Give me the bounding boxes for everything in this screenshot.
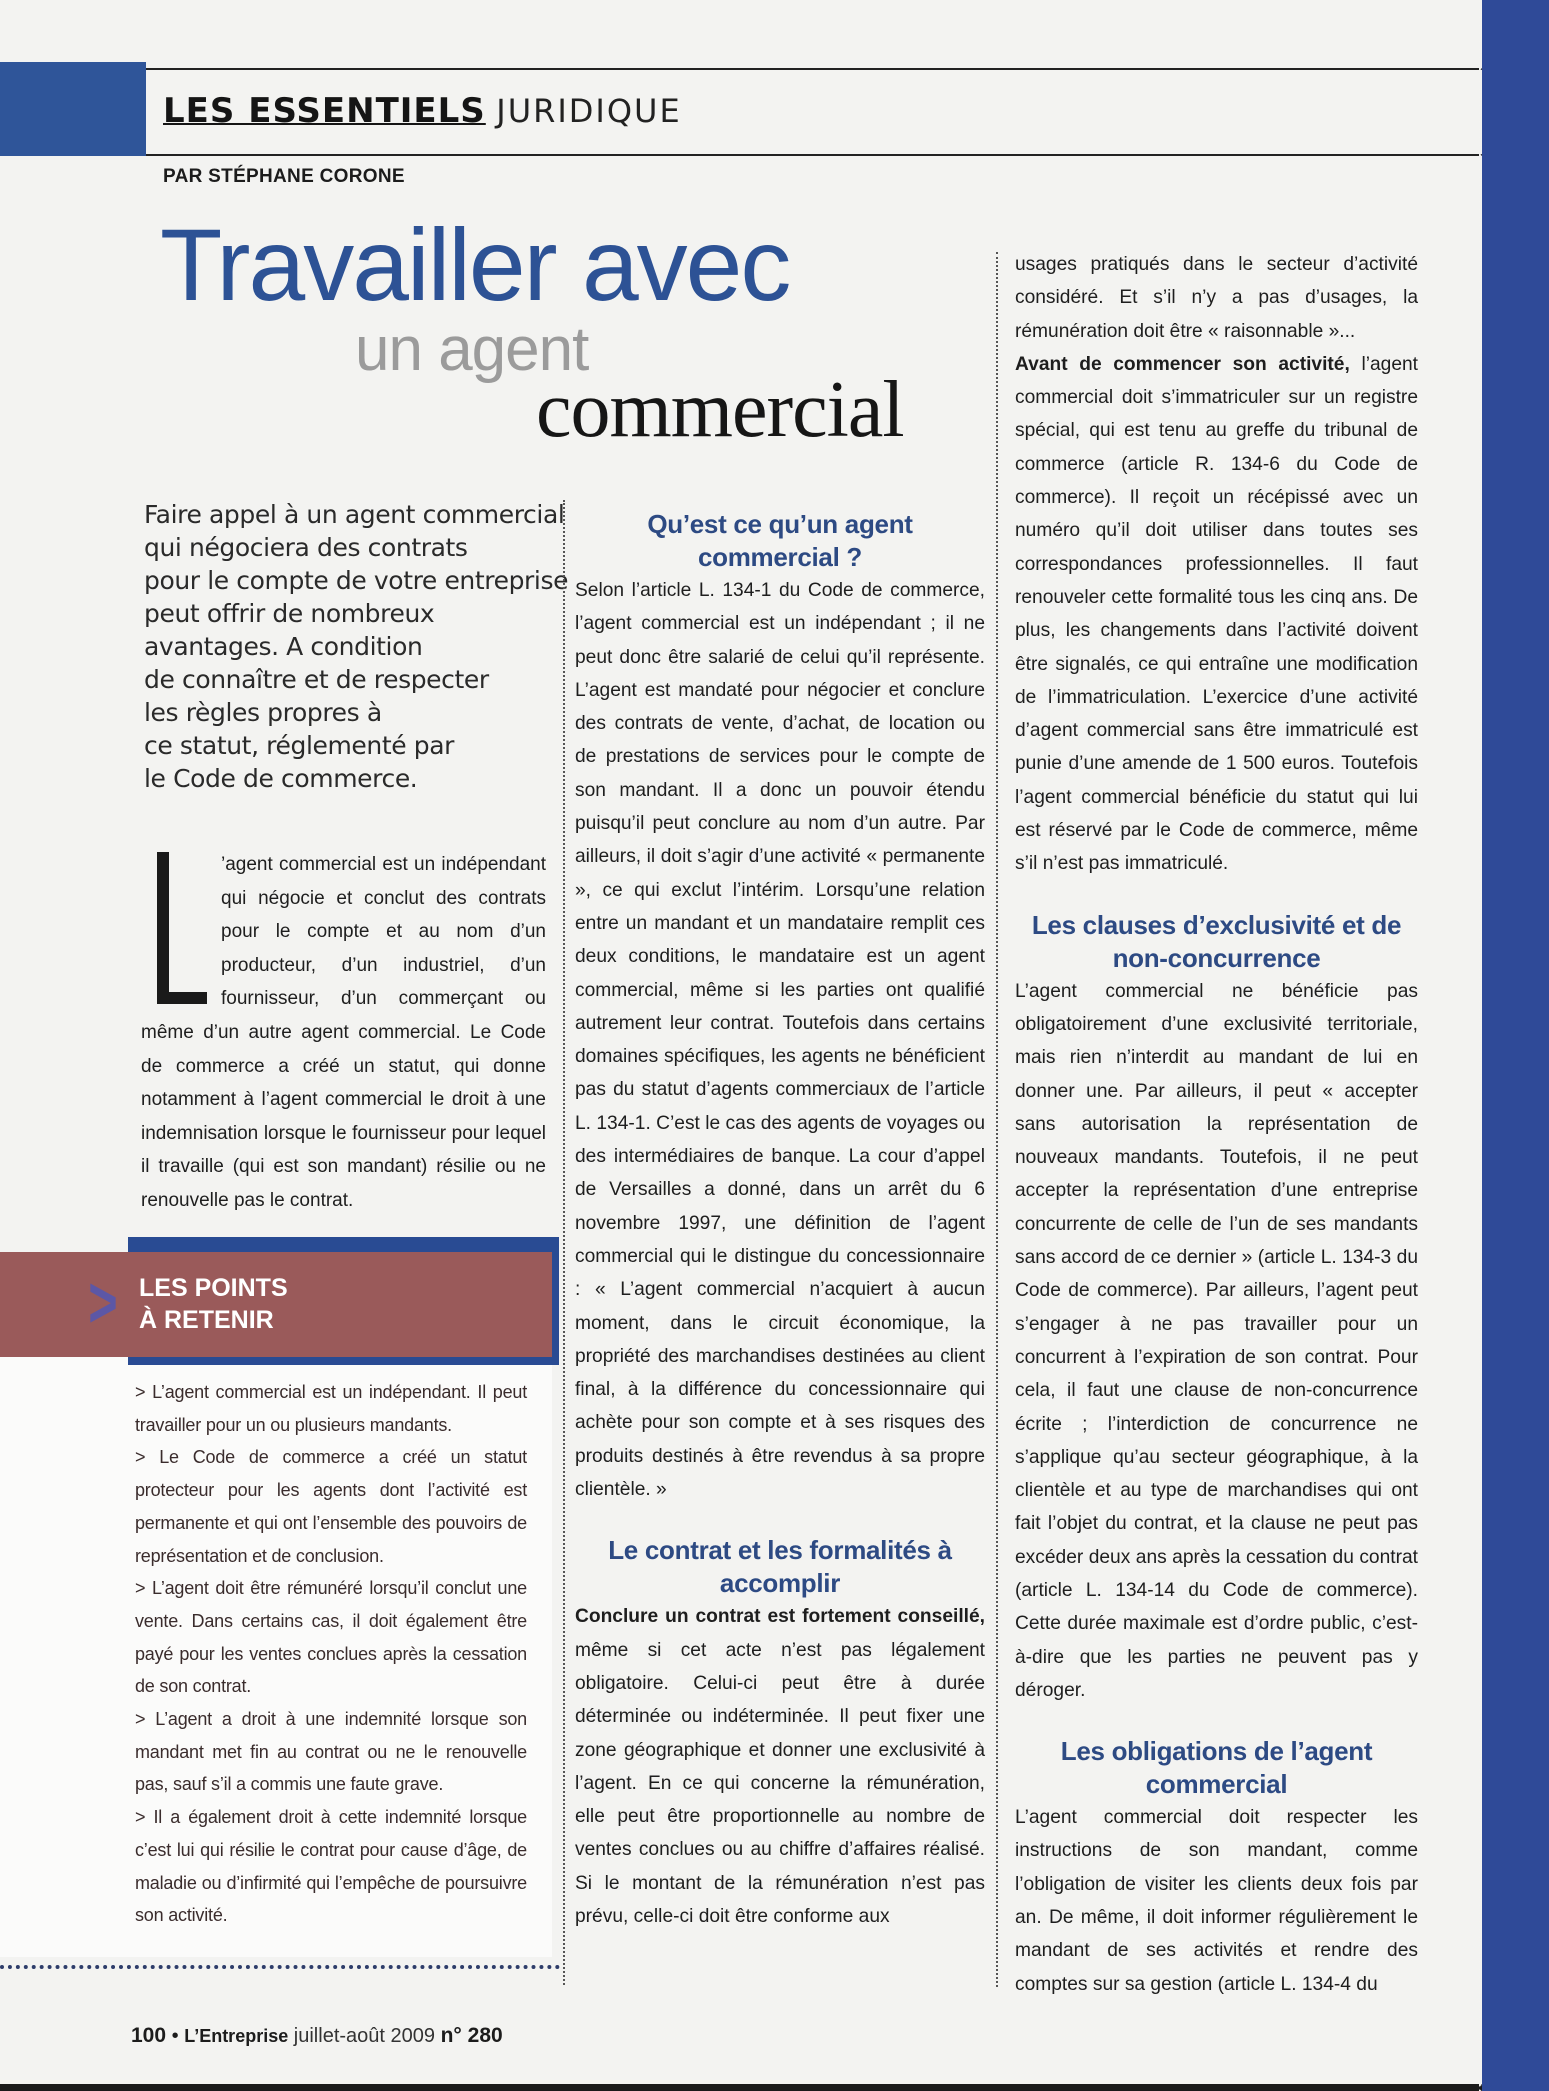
section-header [163,91,682,131]
bottom-rule [0,2084,1484,2091]
key-points-title: LES POINTS À RETENIR [139,1274,288,1334]
section-heading: Le contrat et les formalités à accomplir [608,1535,952,1599]
section-heading: Les clauses d’exclusivité et de non-concurrence [1031,909,1402,973]
key-point-item: > Le Code de commerce a créé un statut protecteur pour les agents dont l’activité est permanente et qui ont l’ensemble des pouvoirs de représentation et de conclusion. [135,1447,527,1566]
key-point-item: > L’agent a droit à une indemnité lorsque son mandant met fin au contrat ou ne le renouvelle pas, sauf s’il a commis une faute grave. [135,1709,527,1795]
section-body: Avant de commencer son activité, l’agent commercial doit s’immatriculer sur un registre spécial, qui est tenu au greffe du tribunal de commerce (article R. 134-6 du Code de commerce). Il reçoit un récépissé avec un numéro qu’il doit utiliser dans toutes ses correspondances professionnelles. Il faut renouveler cette formalité tous les cinq ans. De plus, les changements dans l’activité doivent être signalés, ce qui entraîne une modification de l’immatriculation. L’exercice d’une activité d’agent commercial sans être immatriculé est punie d’une amende de 1 500 euros. Toutefois l’agent commercial bénéficie du statut qui lui est réservé par le Code de commerce, même s’il n’est pas immatriculé. [1015,353,1418,875]
issue-number: n° 280 [440,2024,503,2047]
article-intro [144,498,569,795]
lead-text: ’agent commercial est un indépendant qui négocie et conclut des contrats pour le compte et au nom d’un producteur, d’un industriel, d’un fournisseur, d’un commerçant ou même d’un autre agent commercial. Le Code de commerce a créé un statut, qui donne notamment à l’agent commercial le droit à une indemnisation lorsque le fournisseur pour lequel il travaille (qui est son mandant) résilie ou ne renouvelle pas le contrat. [141,854,546,1211]
key-point-item: > Il a également droit à cette indemnité lorsque c’est lui qui résilie le contrat pour cause d’âge, de maladie ou d’infirmité qui l’empêche de poursuivre son activité. [135,1807,527,1926]
key-point-item: > L’agent commercial est un indépendant. Il peut travailler pour un ou plusieurs mandants. [135,1382,527,1435]
issue-date: juillet-août 2009 [293,2025,436,2047]
column-divider [996,252,998,1987]
intro-line: Faire appel à un agent commercial [144,500,565,529]
article-column-middle [575,508,985,1933]
article-column-right [1015,248,1418,2001]
author-byline: PAR STÉPHANE CORONE [163,166,405,187]
section-body: Selon l’article L. 134-1 du Code de commerce, l’agent commercial est un indépendant ; il ne peut donc être salarié de celui qu’il représente. L’agent est mandaté pour négocier et conclure des contrats de vente, d’achat, de location ou de prestations de services pour le compte de son mandant. Il a donc un pouvoir étendu puisqu’il peut conclure au nom d’un autre. Par ailleurs, il doit s’agir d’une activité « permanente », ce qui exclut l’intérim. Lorsqu’une relation entre un mandant et un mandataire remplit ces deux conditions, le mandataire est un agent commercial, même si les parties ont qualifié autrement leur contrat. Toutefois dans certains domaines spécifiques, les agents ne bénéficient pas du statut d’agents commerciaux de l’article L. 134-1. C’est le cas des agents de voyages ou des intermédiaires de banque. La cour d’appel de Versailles a donné, dans un arrêt du 6 novembre 1997, une définition de l’agent commercial qui le distingue du concessionnaire : « L’agent commercial n’acquiert à aucun moment, dans le circuit économique, la propriété des marchandises destinées au client final, à la différence du concessionnaire qui achète pour son compte et à ses risques des produits destinés à être revendus à sa propre clientèle. » [575,580,985,1501]
publication-name: L’Entreprise [184,2026,289,2046]
article-title-line1: Travailler avec [160,208,790,322]
dropcap-letter-l [157,852,207,1004]
page-number: 100 [131,2024,167,2047]
lead-paragraph [141,848,546,1218]
intro-line: de connaître et de respecter [144,665,489,694]
section-body-continued: usages pratiqués dans le secteur d’activité considéré. Et s’il n’y a pas d’usages, la rémunération doit être « raisonnable »... [1015,254,1418,342]
adjacent-page-edge [1482,0,1549,2091]
section-header-bold: LES ESSENTIELS [163,91,486,131]
section-header-light: JURIDIQUE [496,92,682,130]
article-title-line3: commercial [536,366,904,454]
section-body: Conclure un contrat est fortement conseillé, même si cet acte n’est pas légalement obligatoire. Celui-ci peut être à durée déterminée ou indéterminée. Il peut fixer une zone géographique et donner une exclusivité à l’agent. En ce qui concerne la rémunération, elle peut être proportionnelle au nombre de ventes conclues ou au chiffre d’affaires réalisé. Si le montant de la rémunération n’est pas prévu, celle-ci doit être conforme aux [575,1606,985,1927]
column-divider [563,500,565,1985]
key-point-item: > L’agent doit être rémunéré lorsqu’il conclut une vente. Dans certains cas, il doit également être payé pour les ventes conclues après la cessation de son contrat. [135,1578,527,1697]
section-heading: Qu’est ce qu’un agent commercial ? [647,509,913,572]
key-points-list [135,1376,527,1932]
intro-line: pour le compte de votre entreprise [144,566,569,595]
intro-line: peut offrir de nombreux [144,599,435,628]
header-rule-top [146,68,1482,70]
page-footer [131,2024,503,2048]
intro-line: qui négociera des contrats [144,533,468,562]
section-body: L’agent commercial ne bénéficie pas obligatoirement d’une exclusivité territoriale, mais rien n’interdit au mandant de lui en donner une. Par ailleurs, il peut « accepter sans autorisation la représentation de nouveaux mandants. Toutefois, il ne peut accepter la représentation d’une entreprise concurrente de celle de l’un de ses mandants sans accord de ce dernier » (article L. 134-3 du Code de commerce). Par ailleurs, l’agent peut s’engager à ne pas travailler pour un concurrent à l’expiration de son contrat. Pour cela, il faut une clause de non-concurrence écrite ; l’interdiction de concurrence ne s’applique qu’au secteur géographique, à la clientèle et au type de marchandises qui ont fait l’objet du contrat, et la clause ne peut pas excéder deux ans après la cessation du contrat (article L. 134-14 du Code de commerce). Cette durée maximale est d’ordre public, c’est-à-dire que les parties ne peuvent pas y déroger. [1015,980,1418,1701]
intro-line: ce statut, réglementé par [144,731,455,760]
section-body: L’agent commercial doit respecter les instructions de son mandant, comme l’obligation de visiter les clients deux fois par an. De même, il doit informer régulièrement le mandant de ses activités et rendre des comptes sur sa gestion (article L. 134-4 du [1015,1807,1418,1995]
section-heading: Les obligations de l’agent commercial [1060,1736,1373,1800]
intro-line: le Code de commerce. [144,764,418,793]
chevron-right-icon: > [88,1263,118,1343]
intro-line: les règles propres à [144,698,382,727]
footer-bullet: • [171,2025,179,2047]
header-rule-bottom [146,154,1482,156]
intro-line: avantages. A condition [144,632,423,661]
header-color-block [0,62,146,156]
dotted-divider [0,1965,560,1969]
article-title-line2: un agent [355,315,589,384]
